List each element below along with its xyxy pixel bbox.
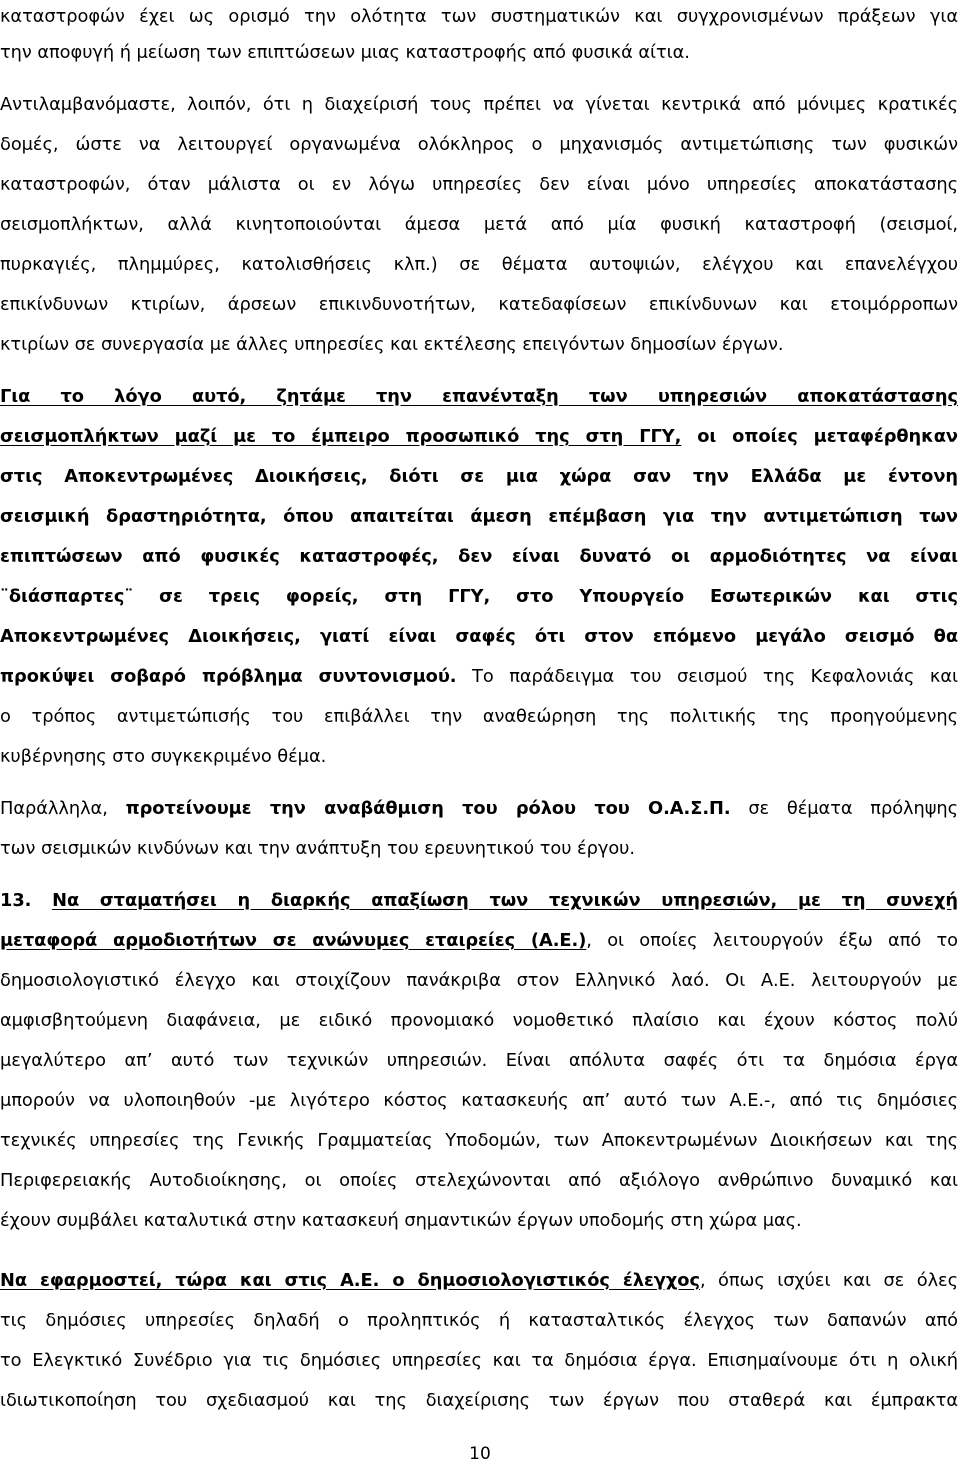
paragraph-line: πυρκαγιές, πλημμύρες, κατολισθήσεις κλπ.) σε θέματα αυτοψιών, ελέγχου και επανελέγχου	[0, 254, 958, 275]
paragraph-line: Αντιλαμβανόμαστε, λοιπόν, ότι η διαχείρισή τους πρέπει να γίνεται κεντρικά από μόνιμες κρατικές	[0, 94, 958, 115]
numbered-heading	[0, 888, 958, 914]
underlined-phrase: μεταφορά αρμοδιοτήτων σε ανώνυμες εταιρείες (Α.Ε.)	[0, 930, 587, 951]
paragraph-line: τεχνικές υπηρεσίες της Γενικής Γραμματείας Υποδομών, των Αποκεντρωμένων Διοικήσεων και της	[0, 1130, 958, 1151]
text-span: , όπως ισχύει και σε όλες	[699, 1270, 958, 1291]
text-span: Παράλληλα,	[0, 798, 126, 819]
paragraph-line: δημοσιολογιστικό έλεγχο και στοιχίζουν πανάκριβα στον Ελληνικό λαό. Οι Α.Ε. λειτουργούν με	[0, 970, 958, 991]
paragraph-line: ο τρόπος αντιμετώπισής του επιβάλλει την αναθεώρηση της πολιτικής της προηγούμενης	[0, 706, 958, 727]
bold-underlined-line: Για το λόγο αυτό, ζητάμε την επανένταξη των υπηρεσιών αποκατάστασης	[0, 386, 958, 407]
bold-phrase: προκύψει σοβαρό πρόβλημα συντονισμού.	[0, 666, 457, 687]
paragraph-line: Αποκεντρωμένες Διοικήσεις, γιατί είναι σαφές ότι στον επόμενο μεγάλο σεισμό θα	[0, 626, 958, 647]
paragraph-line: τις δημόσιες υπηρεσίες δηλαδή ο προληπτικός ή κατασταλτικός έλεγχος των δαπανών από	[0, 1310, 958, 1331]
text-span: Το παράδειγμα του σεισμού της Κεφαλονιάς και	[456, 666, 958, 687]
item-number: 13.	[0, 890, 53, 911]
underlined-phrase: Να εφαρμοστεί, τώρα και στις Α.Ε. ο δημοσιολογιστικός έλεγχος	[0, 1270, 700, 1291]
paragraph-line: αμφισβητούμενη διαφάνεια, με ειδικό προνομιακό νομοθετικό πλαίσιο και έχουν κόστος πολύ	[0, 1010, 958, 1031]
text-span: , οι οποίες λειτουργούν έξω από το	[586, 930, 958, 951]
paragraph-line	[0, 1268, 958, 1294]
paragraph-line: σεισμική δραστηριότητα, όπου απαιτείται άμεση επέμβαση για την αντιμετώπιση των	[0, 506, 958, 527]
paragraph-line: το Ελεγκτικό Συνέδριο για τις δημόσιες υπηρεσίες και τα δημόσια έργα. Επισημαίνουμε ότι η ολική	[0, 1350, 958, 1371]
text-span: σε θέματα πρόληψης	[730, 798, 958, 819]
paragraph-line: μπορούν να υλοποιηθούν -με λιγότερο κόστος κατασκευής απ’ αυτό των Α.Ε.-, από τις δημόσιες	[0, 1090, 958, 1111]
paragraph-line: καταστροφών, όταν μάλιστα οι εν λόγω υπηρεσίες δεν είναι μόνο υπηρεσίες αποκατάστασης	[0, 174, 958, 195]
paragraph-line: επικίνδυνων κτιρίων, άρσεων επικινδυνοτήτων, κατεδαφίσεων επικίνδυνων και ετοιμόρροπων	[0, 294, 958, 315]
paragraph-line	[0, 928, 958, 954]
paragraph-line	[0, 664, 958, 690]
paragraph-line: στις Αποκεντρωμένες Διοικήσεις, διότι σε μια χώρα σαν την Ελλάδα με έντονη	[0, 466, 958, 487]
bold-phrase: προτείνουμε την αναβάθμιση του ρόλου του Ο.Α.Σ.Π.	[125, 798, 731, 819]
paragraph-line: σεισμοπλήκτων, αλλά κινητοποιούνται άμεσα μετά από μία φυσική καταστροφή (σεισμοί,	[0, 214, 958, 235]
paragraph-line: την αποφυγή ή μείωση των επιπτώσεων μιας καταστροφής από φυσικά αίτια.	[0, 42, 690, 63]
paragraph-line: των σεισμικών κινδύνων και την ανάπτυξη του ερευνητικού του έργου.	[0, 838, 635, 859]
paragraph-line: επιπτώσεων από φυσικές καταστροφές, δεν είναι δυνατό οι αρμοδιότητες να είναι	[0, 546, 958, 567]
paragraph-line: κυβέρνησης στο συγκεκριμένο θέμα.	[0, 746, 327, 767]
paragraph-line: ιδιωτικοποίηση του σχεδιασμού και της διαχείρισης των έργων που σταθερά και έμπρακτα	[0, 1390, 958, 1411]
paragraph-line: καταστροφών έχει ως ορισμό την ολότητα των συστηματικών και συγχρονισμένων πράξεων για	[0, 6, 958, 27]
paragraph-line: ¨διάσπαρτες¨ σε τρεις φορείς, στη ΓΓΥ, στο Υπουργείο Εσωτερικών και στις	[0, 586, 958, 607]
text-span: οι οποίες μεταφέρθηκαν	[681, 426, 958, 447]
underlined-phrase: Να σταματήσει η διαρκής απαξίωση των τεχνικών υπηρεσιών, με τη συνεχή	[52, 890, 958, 911]
paragraph-line: μεγαλύτερο απ’ αυτό των τεχνικών υπηρεσιών. Είναι απόλυτα σαφές ότι τα δημόσια έργα	[0, 1050, 958, 1071]
paragraph-line: κτιρίων σε συνεργασία με άλλες υπηρεσίες και εκτέλεσης επειγόντων δημοσίων έργων.	[0, 334, 784, 355]
paragraph-line: Περιφερειακής Αυτοδιοίκησης, οι οποίες στελεχώνονται από αξιόλογο ανθρώπινο δυναμικό και	[0, 1170, 958, 1191]
paragraph-line	[0, 424, 958, 450]
paragraph-line: έχουν συμβάλει καταλυτικά στην κατασκευή σημαντικών έργων υποδομής στη χώρα μας.	[0, 1210, 802, 1231]
page-number: 10	[469, 1444, 491, 1464]
paragraph-line: δομές, ώστε να λειτουργεί οργανωμένα ολόκληρος ο μηχανισμός αντιμετώπισης των φυσικών	[0, 134, 958, 155]
underlined-phrase: σεισμοπλήκτων μαζί με το έμπειρο προσωπικό της στη ΓΓΥ,	[0, 426, 682, 447]
paragraph-line	[0, 796, 958, 822]
